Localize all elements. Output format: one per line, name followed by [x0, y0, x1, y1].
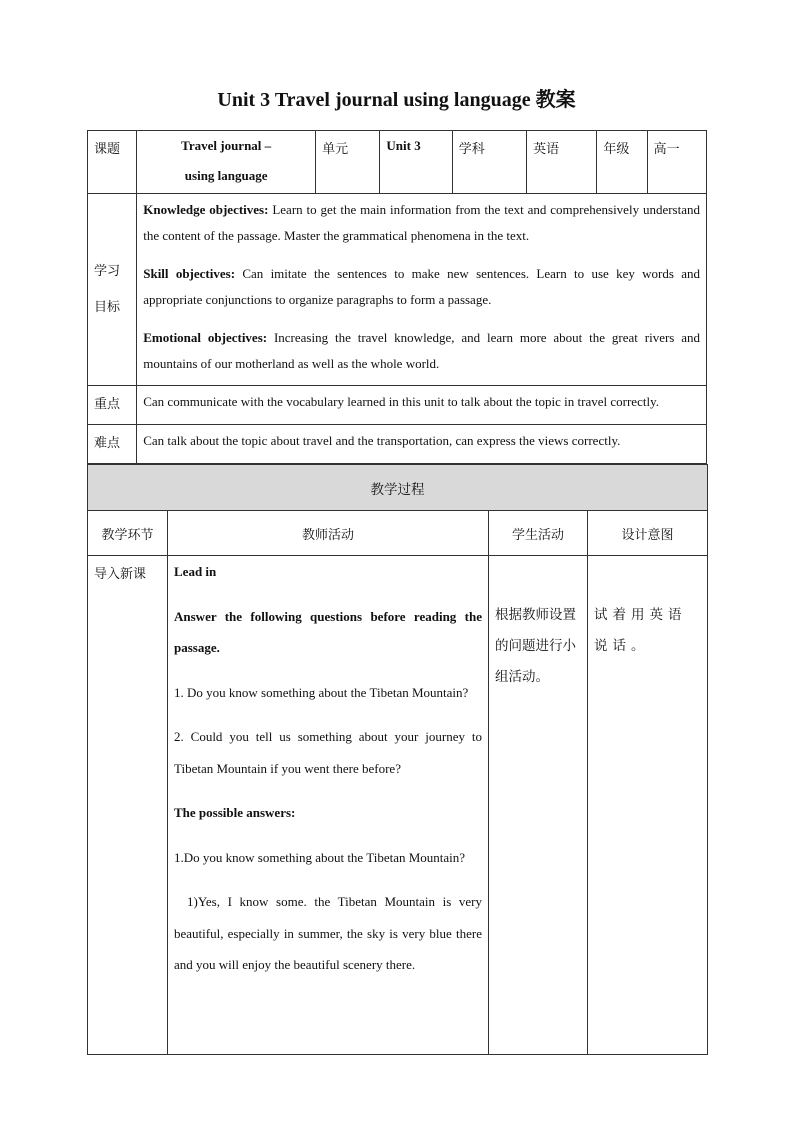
process-heading: 教学过程: [88, 465, 708, 511]
knowledge-text: Learn to get the main information from the text and comprehensively understand the content of the passage. Master the grammatical phenomena in the text.: [143, 202, 700, 243]
column-teacher-activity: 教师活动: [168, 511, 489, 556]
student-activity-cell: 根据教师设置的问题进行小组活动。: [489, 556, 588, 1055]
skill-heading: Skill objectives:: [143, 266, 236, 281]
question-1: 1. Do you know something about the Tibetan Mountain?: [174, 684, 469, 700]
teacher-activity-cell: [168, 556, 489, 1055]
possible-answers-heading: The possible answers:: [174, 805, 296, 820]
emotional-objectives: [143, 325, 700, 377]
stage-cell: 导入新课: [88, 556, 168, 1055]
info-header-row: [88, 131, 707, 194]
column-stage: 教学环节: [88, 511, 168, 556]
unit-value: Unit 3: [380, 131, 452, 194]
emotional-heading: Emotional objectives:: [143, 330, 268, 345]
subject-value: 英语: [527, 131, 597, 194]
teaching-process-table: [87, 464, 708, 1055]
objectives-label: [88, 194, 137, 386]
lead-in-row: [88, 556, 708, 1055]
column-student-activity: 学生活动: [489, 511, 588, 556]
instruction: Answer the following questions before reading the passage.: [174, 608, 482, 655]
grade-label: 年级: [597, 131, 647, 194]
answer-1-question: 1.Do you know something about the Tibetan Mountain?: [174, 849, 466, 865]
key-points-row: [88, 386, 707, 425]
topic-label: 课题: [88, 131, 137, 194]
question-2: 2. Could you tell us something about your journey to Tibetan Mountain if you went there before?: [174, 729, 482, 776]
topic-value-line1: Travel journal –: [181, 138, 272, 153]
course-info-table: [87, 130, 707, 464]
column-design-intent: 设计意图: [588, 511, 708, 556]
topic-value: [137, 131, 316, 194]
knowledge-heading: Knowledge objectives:: [143, 202, 269, 217]
objectives-content: [137, 194, 707, 386]
emotional-text: Increasing the travel knowledge, and learn more about the great rivers and mountains of our motherland as well as the whole world.: [143, 330, 701, 371]
key-points-text: Can communicate with the vocabulary learned in this unit to talk about the topic in travel correctly.: [137, 386, 707, 425]
difficult-points-row: [88, 425, 707, 464]
answer-1-text: 1)Yes, I know some. the Tibetan Mountain is very beautiful, especially in summer, the sky is very blue there and you will enjoy the beautiful scenery there.: [174, 894, 482, 972]
objectives-label-line2: 目标: [94, 299, 121, 315]
design-intent-cell: 试着用英语说话。: [588, 556, 708, 1055]
key-points-label: 重点: [88, 386, 137, 425]
skill-objectives: [143, 261, 700, 313]
difficult-points-text: Can talk about the topic about travel and the transportation, can express the views correctly.: [137, 425, 707, 464]
skill-text: Can imitate the sentences to make new sentences. Learn to use key words and appropriate conjunctions to organize paragraphs to form a passage.: [143, 266, 700, 307]
difficult-points-label: 难点: [88, 425, 137, 464]
page-title: Unit 3 Travel journal using language 教案: [217, 89, 576, 111]
subject-label: 学科: [452, 131, 526, 194]
grade-value: 高一: [647, 131, 706, 194]
lead-in-heading: Lead in: [174, 564, 217, 579]
process-heading-row: [88, 465, 708, 511]
topic-value-line2: using language: [184, 168, 268, 183]
knowledge-objectives: [143, 197, 700, 249]
unit-label: 单元: [316, 131, 380, 194]
objectives-row: [88, 194, 707, 386]
objectives-label-line1: 学习: [94, 263, 121, 279]
process-columns-row: [88, 511, 708, 556]
